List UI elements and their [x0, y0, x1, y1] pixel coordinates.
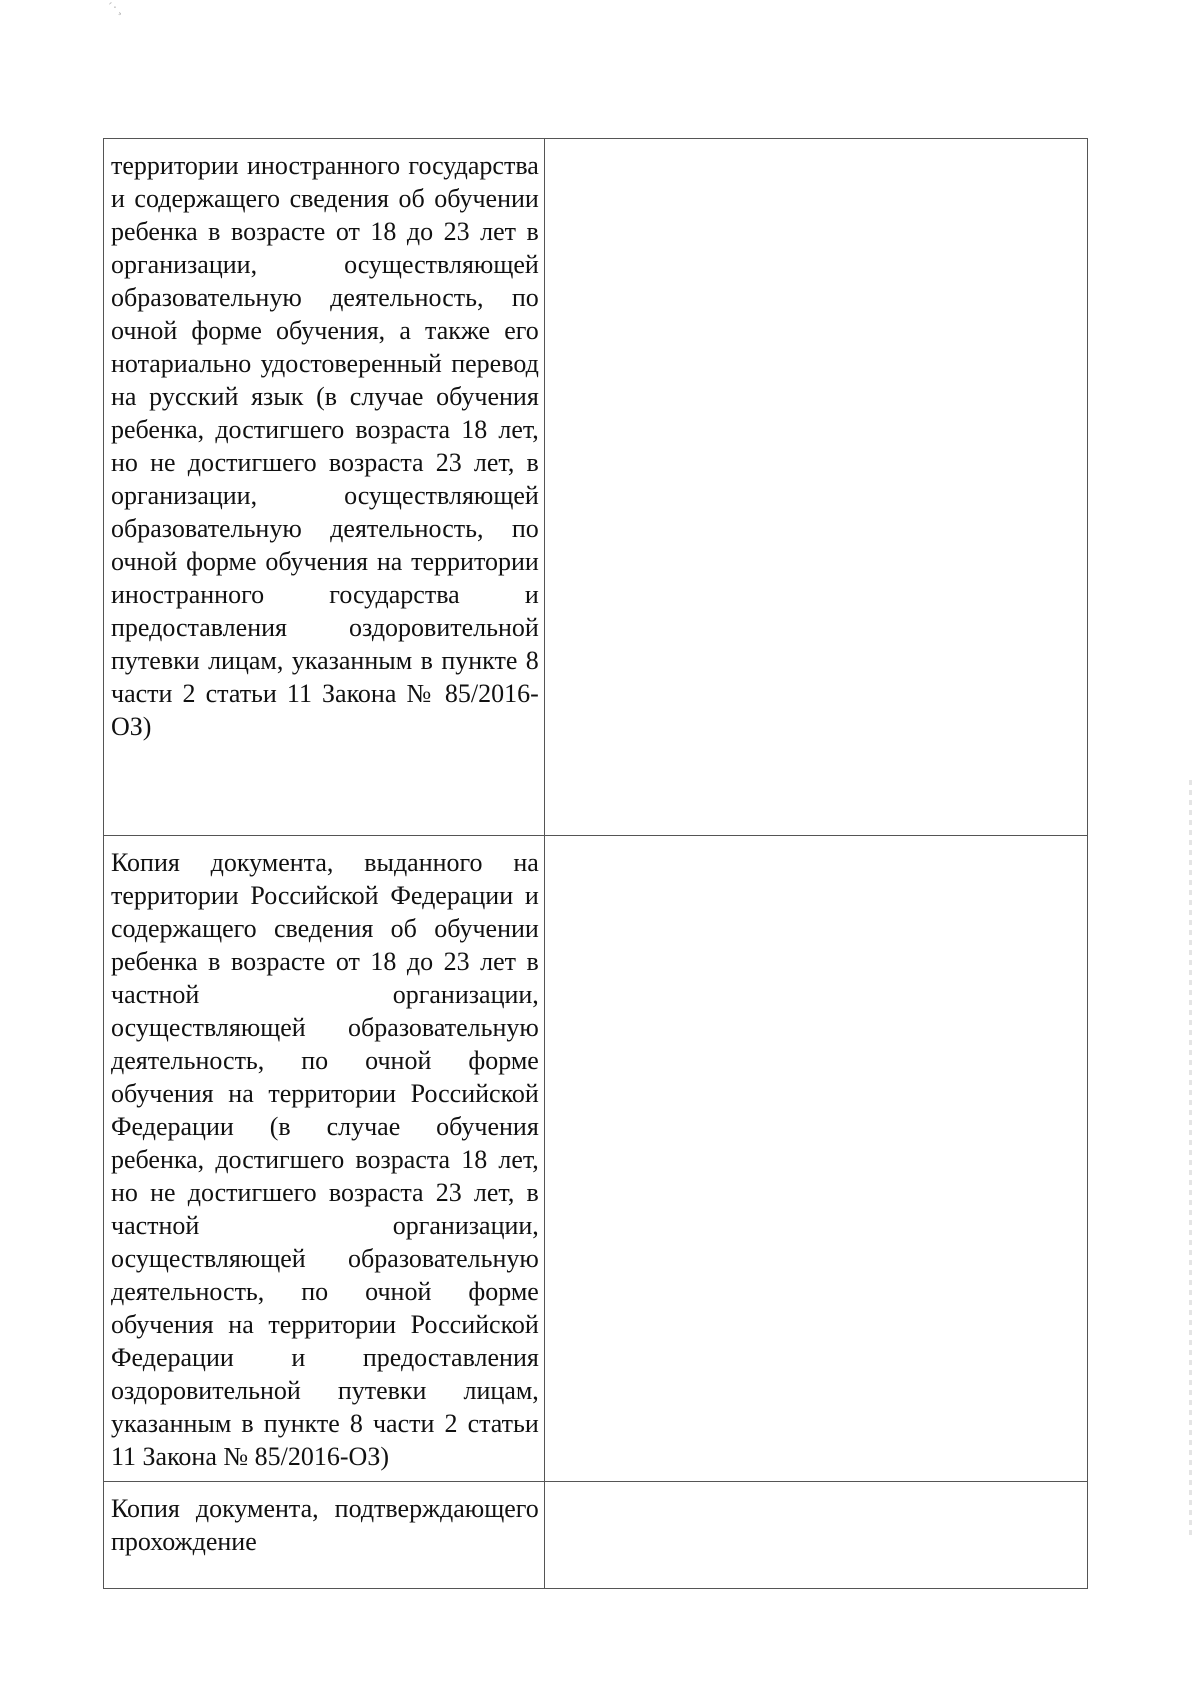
table-row: [104, 1482, 1088, 1589]
scan-edge-artifact: [1189, 780, 1192, 1540]
table-cell-description: [104, 836, 545, 1482]
table-cell-empty: [544, 1482, 1087, 1589]
table-cell-description: [104, 1482, 545, 1589]
table-cell-description: [104, 139, 545, 836]
document-table: [103, 138, 1088, 1589]
table-cell-empty: [544, 139, 1087, 836]
cell-text: Копия документа, подтверждающего прохождение: [111, 1494, 539, 1556]
table-row: [104, 836, 1088, 1482]
cell-text: Копия документа, выданного на территории Российской Федерации и содержащего сведения об обучении ребенка в возрасте от 18 до 23 лет в частной организации, осуществляющей образовательную деятельность, по очной форме обучения на территории Российской Федерации (в случае обучения ребенка, достигшего возраста 18 лет, но не достигшего возраста 23 лет, в частной организации, осуществляющей образовательную деятельность, по очной форме обучения на территории Российской Федерации и предоставления оздоровительной путевки лицам, указанным в пункте 8 части 2 статьи 11 Закона № 85/2016-ОЗ): [111, 848, 539, 1471]
scan-artifact-mark: ´·¸: [108, 1, 122, 16]
cell-text: территории иностранного государства и содержащего сведения об обучении ребенка в возрасте от 18 до 23 лет в организации, осуществляющей образовательную деятельность, по очной форме обучения, а также его нотариально удостоверенный перевод на русский язык (в случае обучения ребенка, достигшего возраста 18 лет, но не достигшего возраста 23 лет, в организации, осуществляющей образовательную деятельность, по очной форме обучения на территории иностранного государства и предоставления оздоровительной путевки лицам, указанным в пункте 8 части 2 статьи 11 Закона № 85/2016-ОЗ): [111, 151, 539, 741]
table-cell-empty: [544, 836, 1087, 1482]
table-row: [104, 139, 1088, 836]
